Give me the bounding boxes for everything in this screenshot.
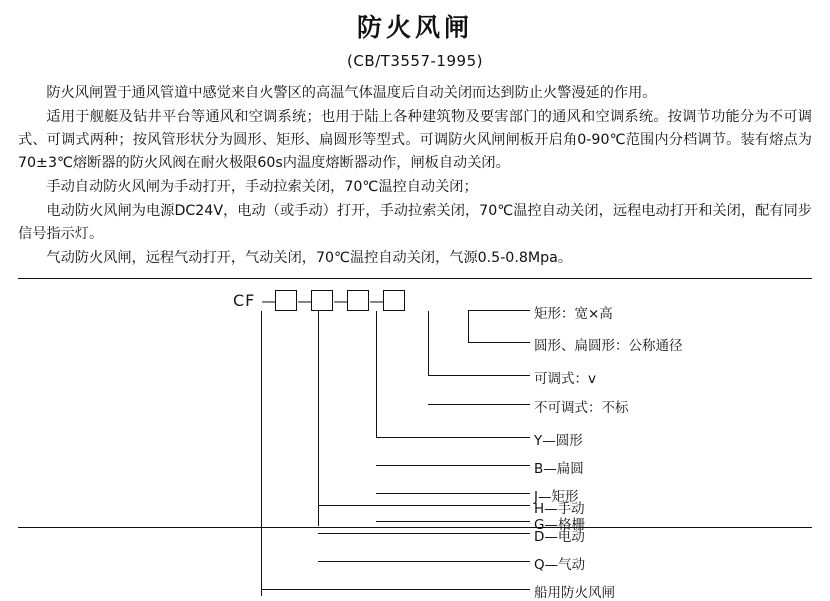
page-title: 防火风闸 [356, 13, 473, 42]
paragraph-3: 手动自动防火风闸为手动打开，手动拉索关闭，70℃温控自动关闭； [46, 179, 478, 195]
legend-item-8: G—格栅 [534, 517, 585, 533]
leader-arm-legend-6 [376, 465, 530, 466]
legend-item-10: D—电动 [534, 529, 585, 545]
model-code-diagram [18, 278, 812, 533]
leader-arm-legend-10 [318, 533, 530, 534]
leader-arm-legend-1 [468, 310, 530, 311]
legend-item-6: B—扁圆 [534, 461, 584, 477]
code-box-1 [275, 290, 297, 311]
paragraph-5: 气动防火风闸，远程气动打开，气动关闭，70℃温控自动关闭，气源0.5-0.8Mpa。 [46, 250, 573, 266]
leader-arm-legend-8 [376, 521, 530, 522]
body-text [18, 82, 812, 270]
paragraph-1: 防火风闸置于通风管道中感觉来自火警区的高温气体温度后自动关闭而达到防止火警漫延的作用。 [46, 85, 657, 101]
diagram-bottom-rule [18, 527, 812, 528]
code-box-4 [383, 290, 405, 311]
legend-item-12: 船用防火风闸 [534, 585, 615, 601]
leader-stem-cf [261, 311, 262, 596]
leader-stem-box1 [318, 311, 319, 526]
diagram-top-rule [18, 278, 812, 279]
leader-arm-legend-4 [428, 404, 530, 405]
legend-item-5: Y—圆形 [534, 433, 583, 449]
paragraph-2: 适用于舰艇及钻井平台等通风和空调系统；也用于陆上各种建筑物及要害部门的通风和空调系统。按调节功能分为不可调式、可调式两种；按风管形状分为圆形、矩形、扁圆形等型式。可调防火风闸闸板开启角0-90℃范围内分档调节。装有熔点为70±3℃熔断器的防火风阀在耐火极限60s内温度熔断器动作，闸板自动关闭。 [18, 109, 812, 171]
leader-arm-legend-5 [376, 437, 530, 438]
legend-item-7: J—矩形 [534, 489, 579, 505]
document-page [0, 8, 830, 601]
code-dash-3: — [333, 291, 349, 310]
code-dash-4: — [369, 291, 385, 310]
model-code-row [233, 290, 405, 311]
leader-stem-box4 [468, 311, 469, 343]
leader-arm-legend-7 [376, 493, 530, 494]
leader-stem-box2 [376, 311, 377, 438]
code-prefix: CF [233, 291, 256, 310]
legend-item-1: 矩形：宽×高 [534, 306, 613, 322]
standard-code: (CB/T3557-1995) [347, 52, 483, 70]
code-dash-2: — [297, 291, 313, 310]
leader-arm-legend-3 [428, 375, 530, 376]
leader-arm-legend-2 [468, 342, 530, 343]
leader-arm-legend-11 [318, 561, 530, 562]
code-dash-1: — [261, 291, 277, 310]
code-box-3 [347, 290, 369, 311]
leader-arm-legend-12 [261, 589, 530, 590]
legend-item-11: Q—气动 [534, 557, 586, 573]
legend-item-4: 不可调式：不标 [534, 400, 629, 416]
legend-item-9: H—手动 [534, 501, 585, 517]
legend-item-3: 可调式：v [534, 371, 596, 387]
paragraph-4: 电动防火风闸为电源DC24V，电动（或手动）打开，手动拉索关闭，70℃温控自动关闭，远程电动打开和关闭，配有同步信号指示灯。 [18, 203, 812, 242]
code-box-2 [311, 290, 333, 311]
leader-stem-box3 [428, 311, 429, 376]
legend-item-2: 圆形、扁圆形：公称通径 [534, 338, 683, 354]
